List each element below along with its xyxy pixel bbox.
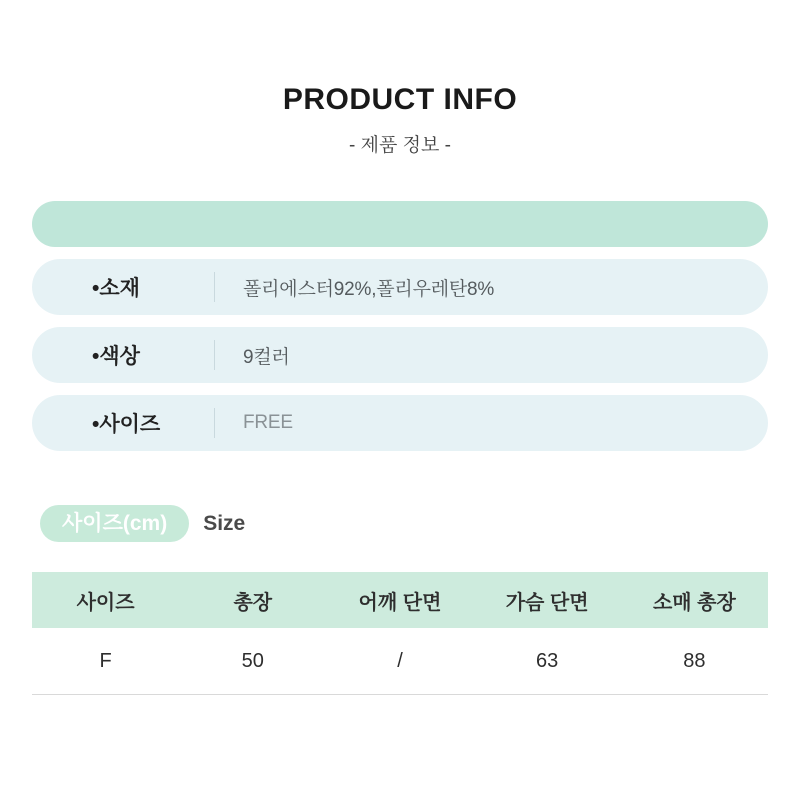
size-table-head [32,572,768,628]
page-subtitle: - 제품 정보 - [349,135,451,156]
table-cell: 50 [179,628,326,695]
info-row-size [32,395,768,451]
info-label-size: •사이즈 [92,413,161,436]
table-cell: / [326,628,473,695]
row-divider [214,272,215,302]
table-header-row [32,572,768,628]
page-title: PRODUCT INFO [282,83,518,116]
table-cell: 88 [621,628,768,695]
table-header-cell: 가슴 단면 [505,591,589,614]
size-table-body [32,628,768,695]
info-value-size: FREE [243,412,293,433]
table-header-cell: 총장 [233,591,273,614]
size-section-heading [40,505,800,542]
page-header [0,0,800,157]
info-label-material: •소재 [92,277,140,300]
size-table [32,572,768,695]
decorative-mint-bar [32,201,768,247]
info-row-material [32,259,768,315]
size-pill-label: 사이즈 [62,512,123,535]
table-cell: F [32,628,179,695]
row-divider [214,340,215,370]
info-value-material: 폴리에스터92%,폴리우레탄8% [243,278,495,300]
table-row [32,628,768,695]
size-pill-unit: (cm) [122,512,168,535]
table-header-cell: 소매 총장 [652,591,736,614]
row-divider [214,408,215,438]
table-header-cell: 어깨 단면 [358,591,442,614]
info-value-color: 9컬러 [243,346,290,368]
info-label-color: •색상 [92,345,140,368]
table-cell: 63 [474,628,621,695]
info-row-color [32,327,768,383]
size-pill [40,505,189,542]
table-header-cell: 사이즈 [76,591,135,614]
product-info-block [32,201,768,451]
size-english-label: Size [203,511,246,535]
